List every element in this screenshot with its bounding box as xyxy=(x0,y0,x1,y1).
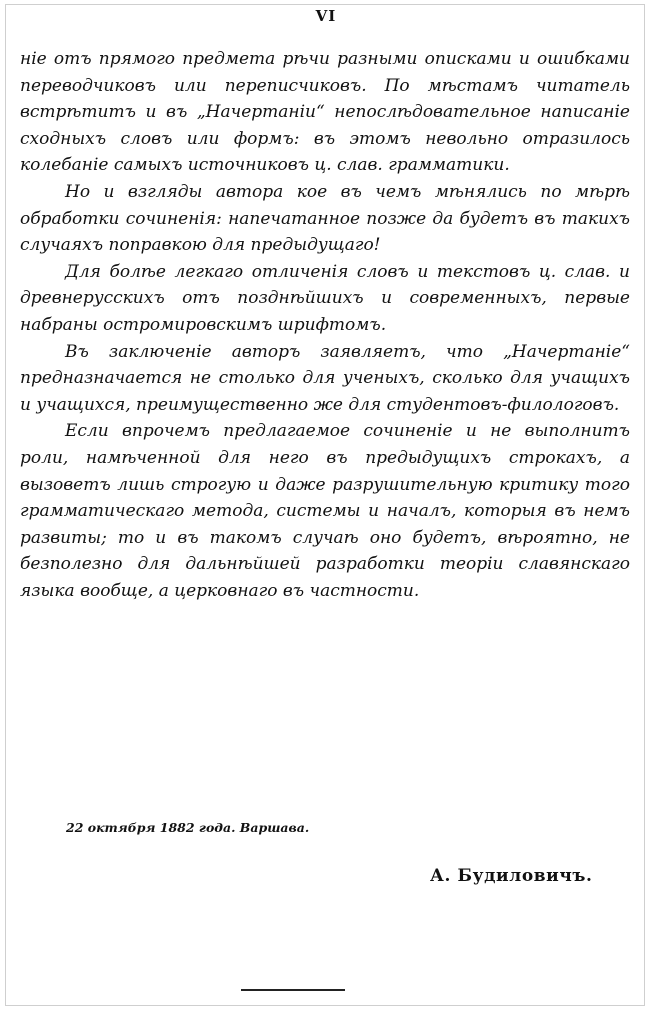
paragraph-2: Но и взгляды автора кое въ чемъ мѣнялись по мѣрѣ обработки сочиненія: напечатанное позже да будетъ въ такихъ случаяхъ поправкою для предыдущаго! xyxy=(20,181,630,256)
closing-rule xyxy=(241,989,345,991)
paragraph-4: Въ заключеніе авторъ заявляетъ, что „Начертаніе“ предназначается не столько для ученыхъ, сколько для учащихъ и учащихся, преимущественно же для студентовъ-филологовъ. xyxy=(20,341,630,415)
paragraph-1: ніе отъ прямого предмета рѣчи разными описками и ошибками переводчиковъ или переписчиковъ. По мѣстамъ читатель встрѣтитъ и въ „Начертаніи“ непослѣдовательное написаніе сходныхъ словъ или формъ: въ этомъ невольно отразилось колебаніе самыхъ источниковъ ц. слав. грамматики. xyxy=(20,49,630,176)
page-number: VI xyxy=(315,7,337,25)
paragraph-3: Для болѣе легкаго отличенія словъ и текстовъ ц. слав. и древнерусскихъ отъ позднѣйшихъ и современныхъ, первые набраны остромировскимъ шрифтомъ. xyxy=(20,261,630,335)
author-signature: А. Будиловичъ. xyxy=(430,866,593,886)
date-and-place: 22 октября 1882 года. Варшава. xyxy=(66,820,310,835)
body-text xyxy=(20,46,630,604)
paragraph-5: Если впрочемъ предлагаемое сочиненіе и не выполнитъ роли, намѣченной для него въ предыдущихъ строкахъ, а вызоветъ лишь строгую и даже разрушительную критику того грамматическаго метода, системы и началъ, которыя въ немъ развиты; то и въ такомъ случаѣ оно будетъ, вѣроятно, не безполезно для дальнѣйшей разработки теоріи славянскаго языка вообще, а церковнаго въ частности. xyxy=(20,421,630,601)
